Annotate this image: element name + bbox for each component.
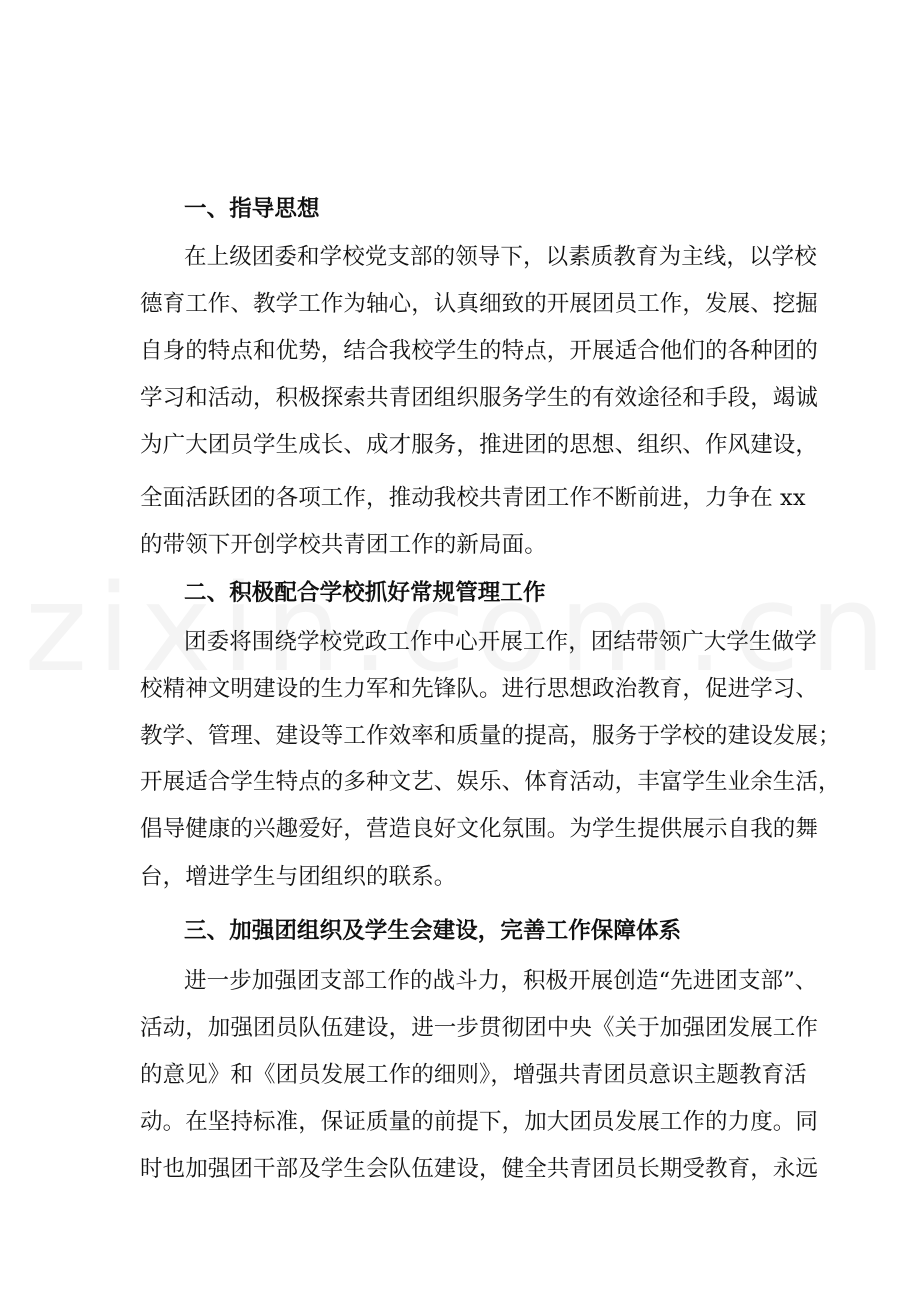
paragraph-line: 台，增进学生与团组织的联系。 (140, 864, 457, 890)
paragraph-line: 动。在坚持标准，保证质量的前提下，加大团员发展工作的力度。同 (140, 1109, 819, 1135)
paragraph-line: 团委将围绕学校党政工作中心开展工作，团结带领广大学生做学 (184, 629, 817, 655)
paragraph-line: 时也加强团干部及学生会队伍建设，健全共青团员长期受教育，永远 (140, 1156, 819, 1182)
paragraph-line: 德育工作、教学工作为轴心，认真细致的开展团员工作，发展、挖掘 (140, 291, 819, 317)
paragraph-line: 的带领下开创学校共青团工作的新局面。 (140, 532, 547, 558)
section-heading: 二、积极配合学校抓好常规管理工作 (184, 580, 546, 606)
paragraph-line: 活动，加强团员队伍建设，进一步贯彻团中央《关于加强团发展工作 (140, 1015, 819, 1041)
paragraph-line: 全面活跃团的各项工作，推动我校共青团工作不断前进，力争在 xx (140, 485, 806, 511)
paragraph-line: 开展适合学生特点的多种文艺、娱乐、体育活动，丰富学生业余生活， (140, 769, 841, 795)
section-heading: 一、指导思想 (184, 196, 320, 222)
paragraph-line: 进一步加强团支部工作的战斗力，积极开展创造“先进团支部”、 (184, 968, 818, 994)
paragraph-line: 倡导健康的兴趣爱好，营造良好文化氛围。为学生提供展示自我的舞 (140, 816, 819, 842)
paragraph-line: 学习和活动，积极探索共青团组织服务学生的有效途径和手段，竭诚 (140, 385, 819, 411)
paragraph-line: 的意见》和《团员发展工作的细则》，增强共青团员意识主题教育活 (140, 1062, 807, 1088)
paragraph-line: 在上级团委和学校党支部的领导下，以素质教育为主线，以学校 (184, 244, 817, 270)
section-heading: 三、加强团组织及学生会建设，完善工作保障体系 (184, 918, 682, 944)
paragraph-line: 校精神文明建设的生力军和先锋队。进行思想政治教育，促进学习、 (140, 676, 819, 702)
paragraph-line: 自身的特点和优势，结合我校学生的特点，开展适合他们的各种团的 (140, 338, 819, 364)
paragraph-line: 教学、管理、建设等工作效率和质量的提高，服务于学校的建设发展； (140, 723, 841, 749)
paragraph-line: 为广大团员学生成长、成才服务，推进团的思想、组织、作风建设， (140, 432, 819, 458)
